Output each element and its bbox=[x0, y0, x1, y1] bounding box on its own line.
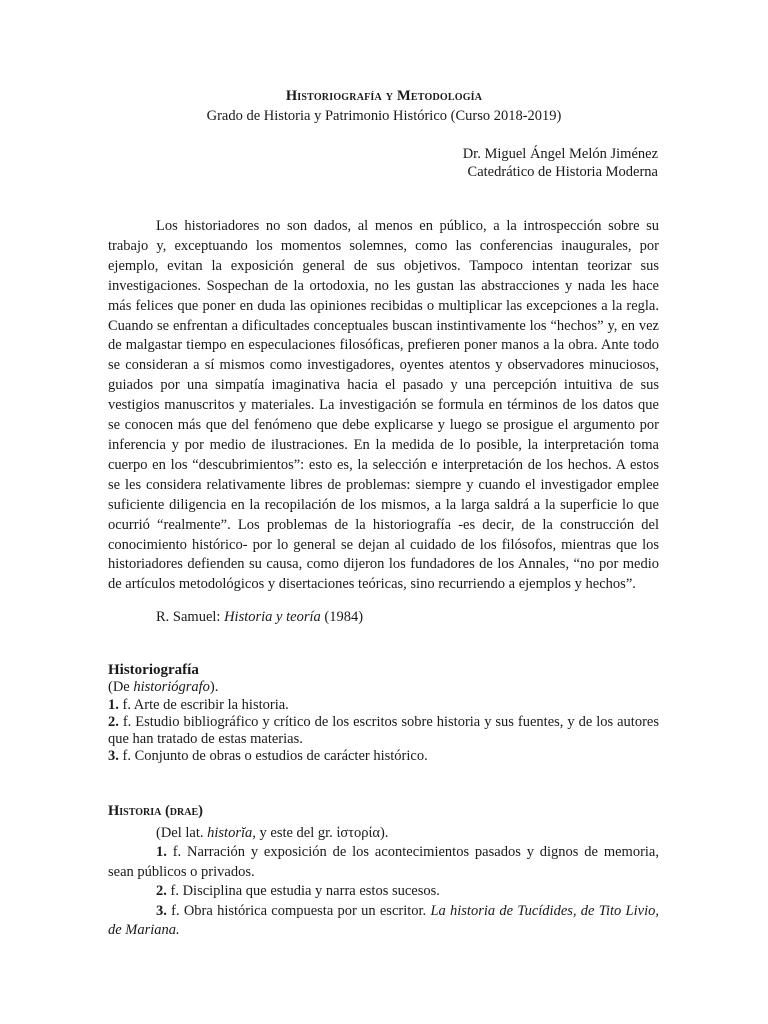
definition-number: 2. bbox=[156, 883, 167, 900]
author-role: Catedrático de Historia Moderna bbox=[467, 164, 658, 180]
etym-open: (Del lat. bbox=[156, 825, 208, 841]
quote-ref-author: R. Samuel: bbox=[156, 609, 225, 625]
quote-ref-title: Historia y teoría bbox=[224, 609, 321, 625]
etym-word: historĭa, bbox=[207, 825, 256, 841]
definition-text: f. Obra histórica compuesta por un escritor. bbox=[166, 902, 431, 919]
definition-item bbox=[108, 843, 659, 882]
quote-ref-year: (1984) bbox=[320, 609, 364, 625]
historiografia-heading: Historiografía bbox=[108, 662, 199, 678]
document-subtitle: Grado de Historia y Patrimonio Histórico (Curso 2018-2019) bbox=[206, 108, 562, 124]
historia-etymology bbox=[108, 824, 659, 843]
document-title: Historiografía y Metodología bbox=[285, 88, 483, 104]
definition-text: f. Estudio bibliográfico y crítico de los escritos sobre historia y sus fuentes, y de los autores que han tratado de estas materias. bbox=[108, 713, 659, 748]
historia-section bbox=[108, 824, 659, 940]
definition-number: 1. bbox=[156, 844, 167, 861]
definition-item bbox=[108, 882, 659, 901]
etym-mid: y este del gr. bbox=[255, 825, 337, 841]
definition-text: f. Narración y exposición de los acontecimientos pasados y dignos de memoria, sean públicos o privados. bbox=[108, 844, 659, 880]
etym-close: ). bbox=[209, 679, 219, 696]
historiografia-etymology bbox=[108, 679, 659, 696]
definition-number: 1. bbox=[108, 696, 119, 713]
definition-number: 3. bbox=[156, 902, 167, 919]
definition-item bbox=[108, 748, 659, 765]
etym-greek: ἱστορία bbox=[336, 825, 380, 841]
definition-item bbox=[108, 902, 659, 941]
quote-paragraph: Los historiadores no son dados, al menos en público, a la introspección sobre su trabajo y, exceptuando los momentos solemnes, como las conferencias inaugurales, por ejemplo, evitan la exposición general de sus objetivos. Tampoco intentan teorizar sus investigaciones. Sospechan de la ortodoxia, no les gustan las abstracciones y nada les hace más felices que poner en duda las opiniones recibidas o multiplicar las excepciones a la regla. Cuando se enfrentan a dificultades conceptuales buscan instintivamente los “hechos” y, en vez de malgastar tiempo en especulaciones filosóficas, prefieren poner manos a la obra. Ante todo se consideran a sí mismos como investigadores, oyentes atentos y observadores minuciosos, guiados por una simpatía imaginativa hacia el pasado y una percepción intuitiva de sus vestigios manuscritos y materiales. La investigación se formula en términos de los datos que se conocen más que del fenómeno que debe explicarse y luego se prosigue el argumento por inferencia y por medio de ilustraciones. En la medida de lo posible, la interpretación toma cuerpo en los “descubrimientos”: esto es, la selección e interpretación de los hechos. A estos se les considera relativamente libres de problemas: siempre y cuando el investigador emplee suficiente diligencia en la recopilación de los mismos, a la larga saldrá a la superficie lo que ocurrió “realmente”. Los problemas de la historiografía -es decir, de la construcción del conocimiento histórico- por lo general se dejan al cuidado de los filósofos, mientras que los historiadores defienden su causa, como dijeron los fundadores de los Annales, “no por medio de artículos metodológicos y disertaciones teóricas, sino recurriendo a ejemplos y hechos”. bbox=[108, 218, 659, 593]
definition-number: 2. bbox=[108, 713, 119, 730]
definition-example: La historia de Tucídides, de Tito Livio, de Mariana. bbox=[108, 902, 659, 939]
quote-reference bbox=[156, 609, 363, 626]
etym-open: (De bbox=[108, 679, 134, 696]
author-name: Dr. Miguel Ángel Melón Jiménez bbox=[462, 146, 658, 162]
historia-heading: Historia (drae) bbox=[108, 803, 203, 819]
definition-item bbox=[108, 714, 659, 749]
definition-text: f. Conjunto de obras o estudios de carácter histórico. bbox=[118, 748, 428, 765]
etym-word: historiógrafo bbox=[133, 679, 210, 696]
definition-item bbox=[108, 697, 659, 714]
definition-text: f. Disciplina que estudia y narra estos sucesos. bbox=[166, 883, 440, 900]
historiografia-section bbox=[108, 662, 659, 766]
definition-number: 3. bbox=[108, 748, 119, 765]
etym-close: ). bbox=[379, 825, 389, 841]
author-block bbox=[258, 145, 658, 181]
definition-text: f. Arte de escribir la historia. bbox=[118, 696, 289, 713]
